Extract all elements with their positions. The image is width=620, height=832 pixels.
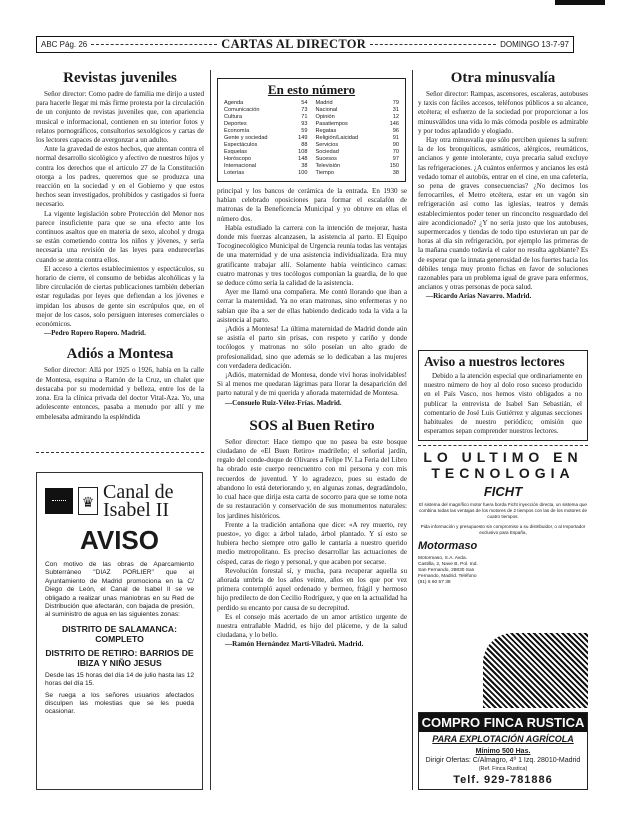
- index-page: 70: [392, 149, 399, 155]
- index-entry: [316, 114, 400, 121]
- index-section: Deportes: [224, 121, 247, 127]
- index-entry: [316, 128, 400, 135]
- madrid-flag-icon: [45, 488, 73, 514]
- letter-paragraph: Revolución forestal sí, y mucha, para recuperar aquella su añorada umbría de los años veinte, años en los que por vez primera contempló aquel ordenado y bermeo, frágil y hermoso hijo predilecto de don Cecilio Rodríguez, y que en la actualidad ha perdido su encanto por causa de su decrepitud.: [217, 566, 407, 612]
- index-page: 38: [392, 170, 399, 176]
- index-entry: [224, 121, 308, 128]
- index-page: 91: [392, 135, 399, 141]
- separator: [418, 445, 588, 446]
- letter-title: Adiós a Montesa: [66, 346, 174, 363]
- letter-signature: —Ramón Hernández Martí-Viladrú. Madrid.: [225, 640, 364, 649]
- contents-index: [217, 78, 406, 182]
- letter-title: Revistas juveniles: [63, 70, 177, 86]
- ad-headline: TECNOLOGIA: [431, 465, 575, 482]
- index-section: Economía: [224, 128, 250, 134]
- letters-left-column: [36, 68, 204, 448]
- distributor-logo: Motormaso: [418, 540, 478, 553]
- letter-paragraph: Señor director: Hace tiempo que no pasea ba este bosque ciudadano de «El Buen Retiro» madrileño; el señorial jardín, regalo del conde-duque de Olivares a Felipe IV. La Feria del Libro ha obrado este cuerpo reencuentro con mi persona y con mis recuerdos de juventud. Y lo agradezco, pues su estado de abandono lo está deteriorando y, en algunas zonas, degradándolo, lo cual hace que dirija esta carta de socorro para que se tome nota de su restauración y conservación de sus monumentos naturales: los jardines históricos.: [217, 437, 407, 520]
- ficht-logo: FICHT: [483, 484, 523, 500]
- ad-contact: Dirigir Ofertas: C/Almagro, 4º 1 Izq. 28010-Madrid: [425, 757, 581, 764]
- index-entry: [224, 128, 308, 135]
- ad-text: Pida información y presupuesto sin compromiso a su distribuidor, o al Importador exclusivo para España,: [420, 524, 586, 536]
- notice-title: Aviso a nuestros lectores: [424, 354, 565, 369]
- canal-isabel-ii-ad: [36, 472, 203, 790]
- index-page: 93: [301, 121, 308, 127]
- index-page: 12: [392, 114, 399, 120]
- ad-time: Desde las 15 horas del día 14 de julio hasta las 12 horas del día 15.: [45, 671, 194, 688]
- index-page: 149: [298, 135, 308, 141]
- column-divider: [210, 70, 211, 790]
- ad-body: Con motivo de las obras de Aparcamiento Subterráneo "DIAZ PORLIER" que el Ayuntamiento de Madrid promociona en la C/ Diego de León, el Canal de Isabel II se ve obligado a realizar unas maniobras en su Red de Distribución que afectarán, con bajada de presión, al suministro de agua en las siguientes zonas:: [45, 561, 194, 619]
- index-entry: [224, 170, 308, 177]
- letter-paragraph: Ante la gravedad de estos hechos, que atentan contra el normal desarrollo sicológico y afectivo de nuestros hijos y contra los derechos que el artículo 27 de la Constitución otorga a los padres, queremos que se produzca una reacción en la sociedad y en el Gobierno y que estos hechos sean investigados, prohibidos y castigados si fuera necesario.: [36, 145, 204, 209]
- page-header: [36, 36, 574, 53]
- index-page: 148: [298, 156, 308, 162]
- affected-zone: DISTRITO DE RETIRO: BARRIOS DE IBIZA Y NIÑO JESUS: [45, 647, 194, 668]
- index-section: Pasatiempos: [315, 121, 348, 127]
- letter-signature: —Consuelo Ruiz-Vélez-Frías. Madrid.: [225, 398, 342, 407]
- index-entry: [224, 149, 308, 156]
- ad-phone: Telf. 929-781886: [453, 774, 553, 786]
- letter-paragraph: Es el consejo más acertado de un amor artístico urgente de nuestra entrañable Madrid, es hijo del pláceme, y de la salud ciudadana, y lo bello.: [217, 612, 407, 640]
- letter-paragraph: La vigente legislación sobre Protección del Menor nos parece insuficiente para que se una efecto ante los continuos asaltos que en materia de sexo, alcohol y droga se están cometiendo contra los niños y jóvenes, y sería necesaria una revisión de las leyes para endurecerlas cuando se atenta contra ellos.: [36, 209, 204, 264]
- index-section: Tiempo: [315, 170, 334, 176]
- header-rule: [370, 44, 496, 45]
- index-page: 100: [298, 170, 308, 176]
- letter-title: Otra minusvalía: [450, 70, 556, 86]
- index-page: 38: [301, 163, 308, 169]
- ad-headline: LO ULTIMO EN: [423, 449, 583, 466]
- index-title: En esto número: [267, 82, 356, 97]
- index-entry: [316, 135, 400, 142]
- right-column: [418, 68, 588, 790]
- index-section: Gente y sociedad: [224, 135, 268, 141]
- index-column: [224, 100, 308, 177]
- index-section: Sociedad: [315, 149, 339, 155]
- page-date: DOMINGO 13-7-97: [500, 40, 569, 49]
- ad-subheadline: PARA EXPLOTACIÓN AGRÍCOLA: [432, 734, 574, 744]
- index-page: 96: [392, 128, 399, 134]
- index-page: 54: [301, 100, 308, 106]
- index-section: Cultura: [224, 114, 243, 120]
- index-page: 88: [301, 142, 308, 148]
- index-section: Esquelas: [224, 149, 248, 155]
- index-page: 71: [301, 114, 308, 120]
- index-page: 79: [392, 100, 399, 106]
- index-page: 31: [392, 107, 399, 113]
- index-entry: [316, 142, 400, 149]
- letters-middle-column: [217, 187, 407, 790]
- letter-signature: —Pedro Ropero Ropero. Madrid.: [44, 329, 146, 338]
- letter-paragraph: Señor director: Rampas, ascensores, escaleras, autobuses y taxis con fáciles accesos, teléfonos públicos a su alcance, etcétera; el esfuerzo de la sociedad por proporcionar a los minusválidos una vida lo más cómoda posible es admirable y por todos aplaudido y elogiado.: [418, 90, 588, 135]
- letter-signature: —Ricardo Arias Navarro. Madrid.: [426, 292, 532, 301]
- page-tab-mark: [555, 0, 605, 5]
- index-section: Nacional: [315, 107, 338, 113]
- letter-paragraph: Ayer me llamó una compañera. Me contó llorando que iban a cerrar la maternidad. Ya no eran matronas, sino enfermeras y no sabían que iba a ser de ellas habiendo dedicado toda la vida a la asistencia al parto.: [217, 288, 407, 324]
- canal-logo: [45, 483, 194, 519]
- index-section: Comunicación: [224, 107, 260, 113]
- ad-minimum: Mínimo 500 Has.: [475, 748, 531, 755]
- notice-to-readers: [418, 350, 588, 441]
- index-entry: [316, 163, 400, 170]
- letter-paragraph: Había estudiado la carrera con la intención de mejorar, hasta donde mis fuerzas alcanzasen, la asistencia al parto. El Equipo Tocoginecológico Municipal de Urgencia reunía todas las ventajas de una maternidad y de una asistencia individualizada. Era muy gratificante trabajar allí. Solamente había veinticinco camas: cuatro matronas y tres tocólogos componían la guardia, de lo que se deduce cómo sería la calidad de la asistencia.: [217, 223, 407, 288]
- index-grid: [224, 100, 399, 177]
- index-entry: [316, 156, 400, 163]
- index-section: Espectáculos: [224, 142, 258, 148]
- index-entry: [224, 163, 308, 170]
- index-entry: [224, 100, 308, 107]
- index-section: Agenda: [224, 100, 244, 106]
- affected-zone: DISTRITO DE SALAMANCA: COMPLETO: [62, 623, 177, 644]
- ad-text: El sistema del magnífico motor fuera borda Ficht inyección directa, un sistema que combina todas las ventajas de los motores de 2 tiempos con las de los motores de cuatro tiempos.: [418, 502, 588, 520]
- index-page: 97: [392, 156, 399, 162]
- ad-apology: Se ruega a los señores usuarios afectados disculpen las molestias que se les pueda ocasionar.: [45, 691, 194, 716]
- letter-paragraph: ¡Adiós a Montesa! La última maternidad de Madrid donde aún se asistía el parto sin prisas, con respeto y cariño y donde tocólogos y matronas no sólo poseían un alto grado de profesionalidad, sino que además se lo dedicaban a las mujeres con verdadera dedicación.: [217, 325, 407, 370]
- index-section: Opinión: [315, 114, 335, 120]
- index-page: 59: [301, 128, 308, 134]
- index-page: 108: [298, 149, 308, 155]
- index-entry: [224, 107, 308, 114]
- letter-paragraph: Frente a la tradición antañona que dice: «A rey muerto, rey puesto», yo digo: a árbol talado, árbol plantado. Y si esto se hubiera hecho siempre otro gallo le cantaría a nuestro querido medio metropolitano. Es preciso desarrollar las actuaciones de césped, caras de riego y personal, y que acaben por secarse.: [217, 520, 407, 566]
- index-section: Sucesos: [315, 156, 337, 162]
- column-divider: [412, 70, 413, 790]
- index-section: Madrid: [315, 100, 333, 106]
- letter-paragraph: ¡Adiós, maternidad de Montesa, donde viví horas inolvidables! Si al menos me quedaran lágrimas para llorar la desaparición del parto natural y de mi querida y añorada maternidad de Montesa.: [217, 371, 407, 398]
- index-entry: [224, 156, 308, 163]
- separator: [36, 452, 204, 453]
- letters-right-column: [418, 68, 588, 346]
- index-entry: [224, 135, 308, 142]
- letter-paragraph: Señor director: Como padre de familia me dirijo a usted para hacerle llegar mi más firme protesta por la circulación de un conjunto de revistas juveniles que, con apariencia musical e informacional, contienen en su interior fotos y relatos pornográficos, consultorios sexológicos y cartas de los lectores capaces de avergonzar a un adulto.: [36, 90, 204, 145]
- index-entry: [224, 114, 308, 121]
- finca-rustica-ad: [418, 712, 588, 790]
- index-page: 146: [389, 121, 399, 127]
- index-page: 150: [389, 163, 399, 169]
- index-entry: [316, 149, 400, 156]
- engine-image: [483, 633, 588, 708]
- ad-heading: AVISO: [80, 525, 159, 555]
- ad-headline: COMPRO FINCA RUSTICA: [419, 713, 587, 732]
- letter-paragraph: El acceso a ciertos establecimientos y espectáculos, su horario de cierre, el consumo de bebidas alcohólicas y la libre circulación de ciertas publicaciones también deberían estar reguladas por leyes que defiendan a los jóvenes e impidan los abusos de gente sin escrúpulos que, en el mejor de los casos, solo persiguen intereses comerciales o económicos.: [36, 264, 204, 329]
- letter-paragraph: principal y los bancos de cerámica de la entrada. En 1930 se habían celebrado oposiciones para formar el escalafón de matronas de la Beneficencia Municipal y yo obtuve en ellas el número dos.: [217, 187, 407, 223]
- index-page: 90: [392, 142, 399, 148]
- ficht-motor-ad: [418, 449, 588, 708]
- index-section: Religión/Laicidad: [315, 135, 359, 141]
- index-column: [316, 100, 400, 177]
- letter-title: SOS al Buen Retiro: [249, 417, 375, 434]
- distributor-address: Motormaso, S.A. Avda. Castilla, 2, Nave B, Pol. Ind. San Fernando, 28830 San Fernando, Madrid. Teléfono (91) 6 60 57 38: [418, 556, 478, 586]
- canal-brand: Canal de Isabel II: [103, 481, 174, 521]
- index-section: Horóscopo: [224, 156, 252, 162]
- crown-crest-icon: ♛: [78, 487, 98, 515]
- index-entry: [316, 170, 400, 177]
- notice-text: Debido a la atención especial que ordinariamente en nuestro número de hoy al dolo roso suceso producido en el País Vasco, nos hemos visto obligados a no publicar la entrevista de Isabel San Sebastián, el comentario de José Luis Gutiérrez y algunas secciones habituales de nuestro periódico; omisión que esperamos sepan comprender nuestros lectores.: [424, 372, 582, 436]
- index-entry: [316, 107, 400, 114]
- letter-paragraph: Señor director: Allá por 1925 o 1926, había en la calle de Montesa, esquina a Ramón de la Cruz, un chalet que destacaba por su modernidad y belleza, entre los de la zona. Era la clínica privada del doctor Vital-Aza. Yo, una adolescente entonces, pasaba a menudo por allí y me embelesaba admirando la espléndida: [36, 366, 204, 421]
- page-number: ABC Pág. 26: [41, 40, 88, 49]
- index-entry: [316, 100, 400, 107]
- header-rule: [91, 44, 217, 45]
- index-section: Servicios: [315, 142, 339, 148]
- index-section: Internacional: [224, 163, 257, 169]
- middle-column: [217, 78, 407, 790]
- index-entry: [316, 121, 400, 128]
- index-page: 73: [301, 107, 308, 113]
- section-title: CARTAS AL DIRECTOR: [221, 37, 367, 51]
- index-entry: [224, 142, 308, 149]
- letter-paragraph: Hay otra minusvalía que sólo perciben quienes la sufren: la de los bronquíticos, asmáticos, alérgicos, reumáticos, ancianos y gente intolerante, cuya precaria salud excluye las refrigeraciones. ¿A cuántos enfermos y ancianos les está vedado tomar el autobús, entrar en el cine, en una cafetería, so pena de graves consecuencias? ¿No decimos los ferrocarriles, el Metro etcétera, estar en un vagón sin refrigeración así como las iglesias, teatros y demás establecimientos poder tener un rinconcito resguardado del aire acondicionado? ¿Y no sería justo que los autobuses, supermercados y tiendas de todo tipo estuvieran un par de horas al día sin refrigeración, por ejemplo las primeras de la mañana cuando todavía el calor no resulta agobiante? Es de esperar que la innata generosidad de los fuertes hacia los débiles tenga muy pronto fichas en favor de soluciones razonables para un problema igual de grave para enfermos, ancianos y otras personas de poca salud.: [418, 136, 588, 292]
- index-section: Televisión: [315, 163, 341, 169]
- ad-reference: (Ref. Finca Rustica): [478, 766, 528, 772]
- index-section: Regatas: [315, 128, 337, 134]
- index-section: Loterías: [224, 170, 245, 176]
